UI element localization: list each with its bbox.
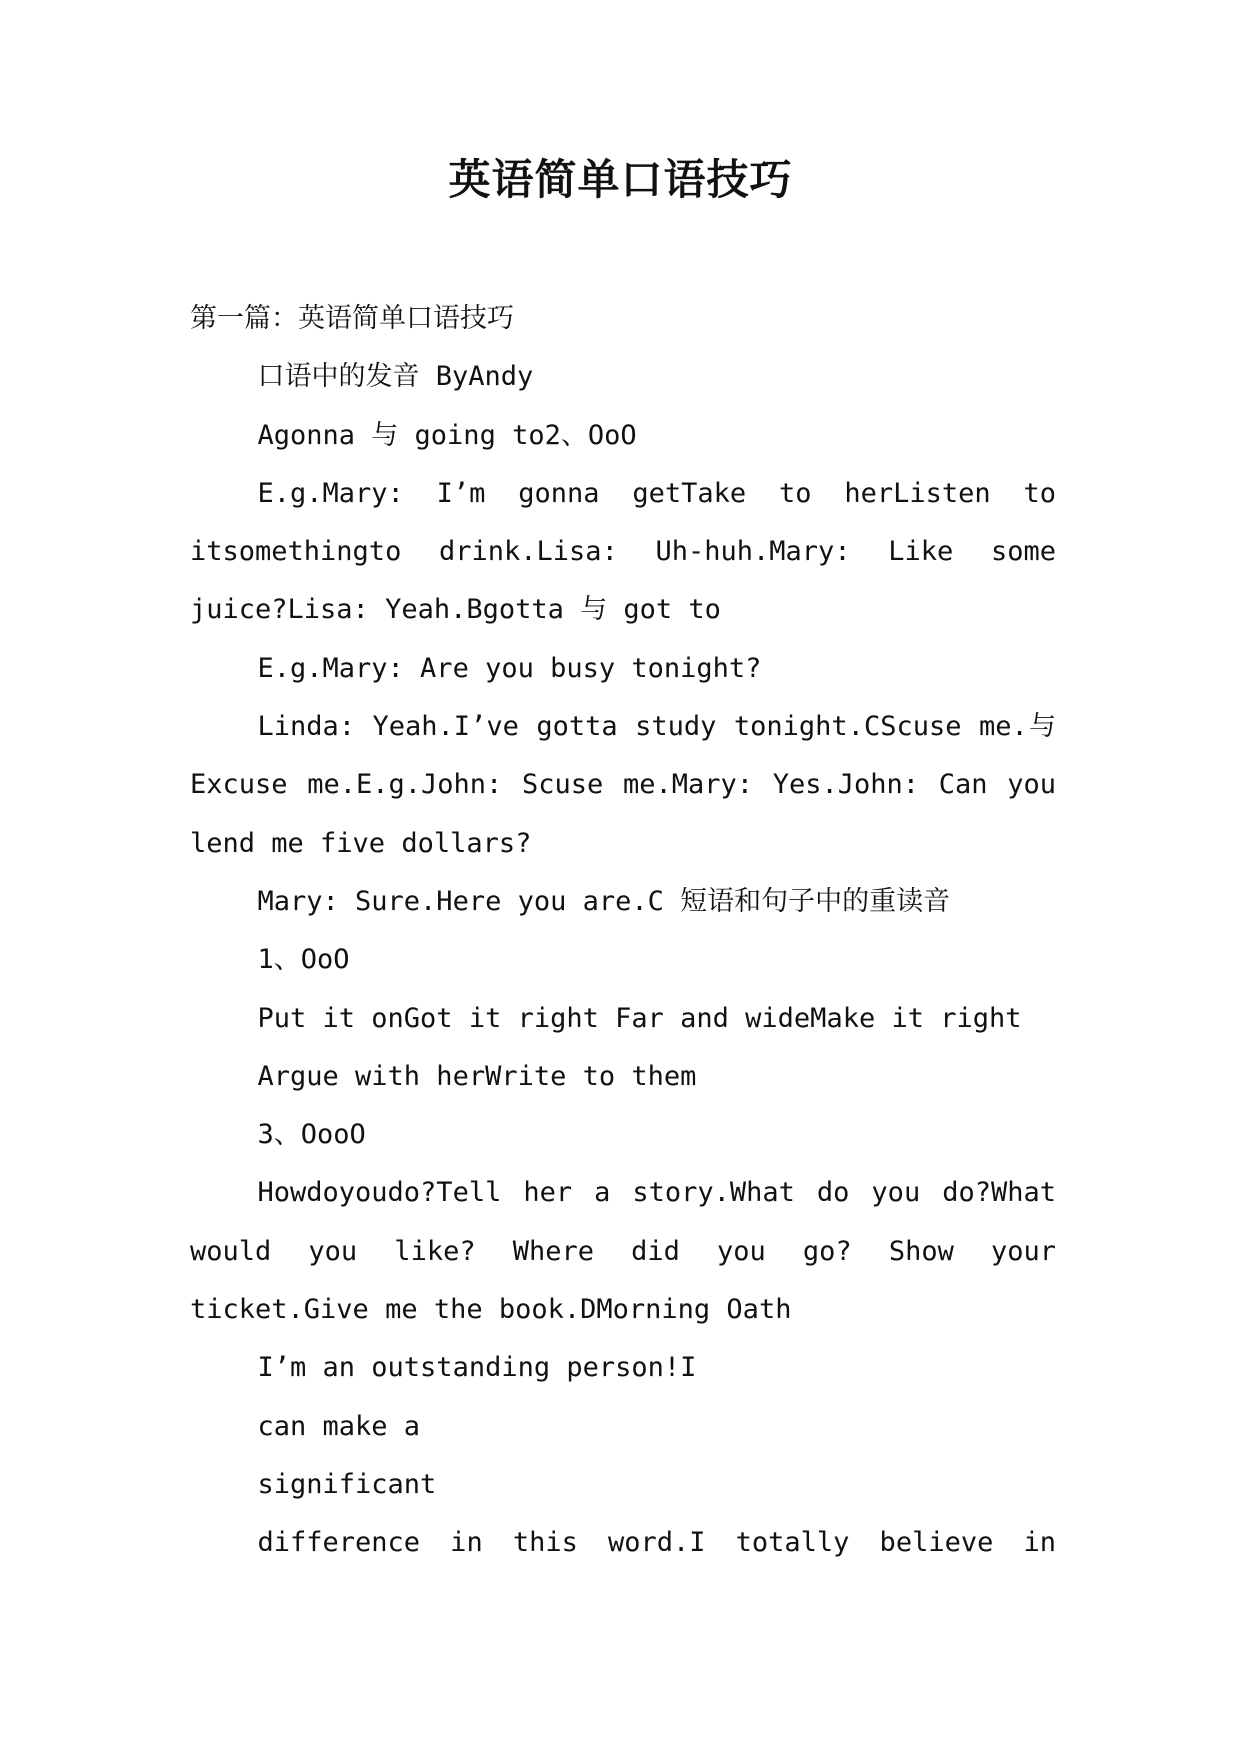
paragraph: I’m an outstanding person!I — [257, 1352, 697, 1384]
document-title: 英语简单口语技巧 — [448, 155, 793, 204]
paragraph: E.g.Mary: I’m gonna getTake to herListen to itsomethingto drink.Lisa: Uh-huh.Mary: Like some juice?Lisa: Yeah.Bgotta 与 got to — [190, 477, 1056, 626]
paragraph: Linda: Yeah.I’ve gotta study tonight.CScuse me.与 Excuse me.E.g.John: Scuse me.Mary: Yes.John: Can you lend me five dollars? — [190, 711, 1056, 859]
paragraph: 口语中的发音 ByAndy — [257, 361, 534, 393]
paragraph: Howdoyoudo?Tell her a story.What do you do?What would you like? Where did you go? Show your ticket.Give me the book.DMorning Oath — [190, 1177, 1056, 1326]
paragraph: E.g.Mary: Are you busy tonight? — [257, 652, 762, 684]
paragraph: significant — [257, 1468, 437, 1500]
paragraph: Put it onGot it right Far and wideMake it right — [257, 1002, 1022, 1034]
paragraph: Argue with herWrite to them — [257, 1060, 697, 1092]
paragraph: 3、OooO — [257, 1119, 366, 1151]
paragraph: Mary: Sure.Here you are.C 短语和句子中的重读音 — [257, 885, 951, 917]
paragraph: Agonna 与 going to2、OoO — [257, 419, 637, 451]
section-heading: 第一篇：英语简单口语技巧 — [190, 303, 514, 334]
document-body — [190, 290, 1056, 1573]
paragraph: difference in this word.I totally believe in — [257, 1527, 1056, 1559]
paragraph: 1、OoO — [257, 944, 350, 976]
paragraph: can make a — [257, 1410, 421, 1442]
